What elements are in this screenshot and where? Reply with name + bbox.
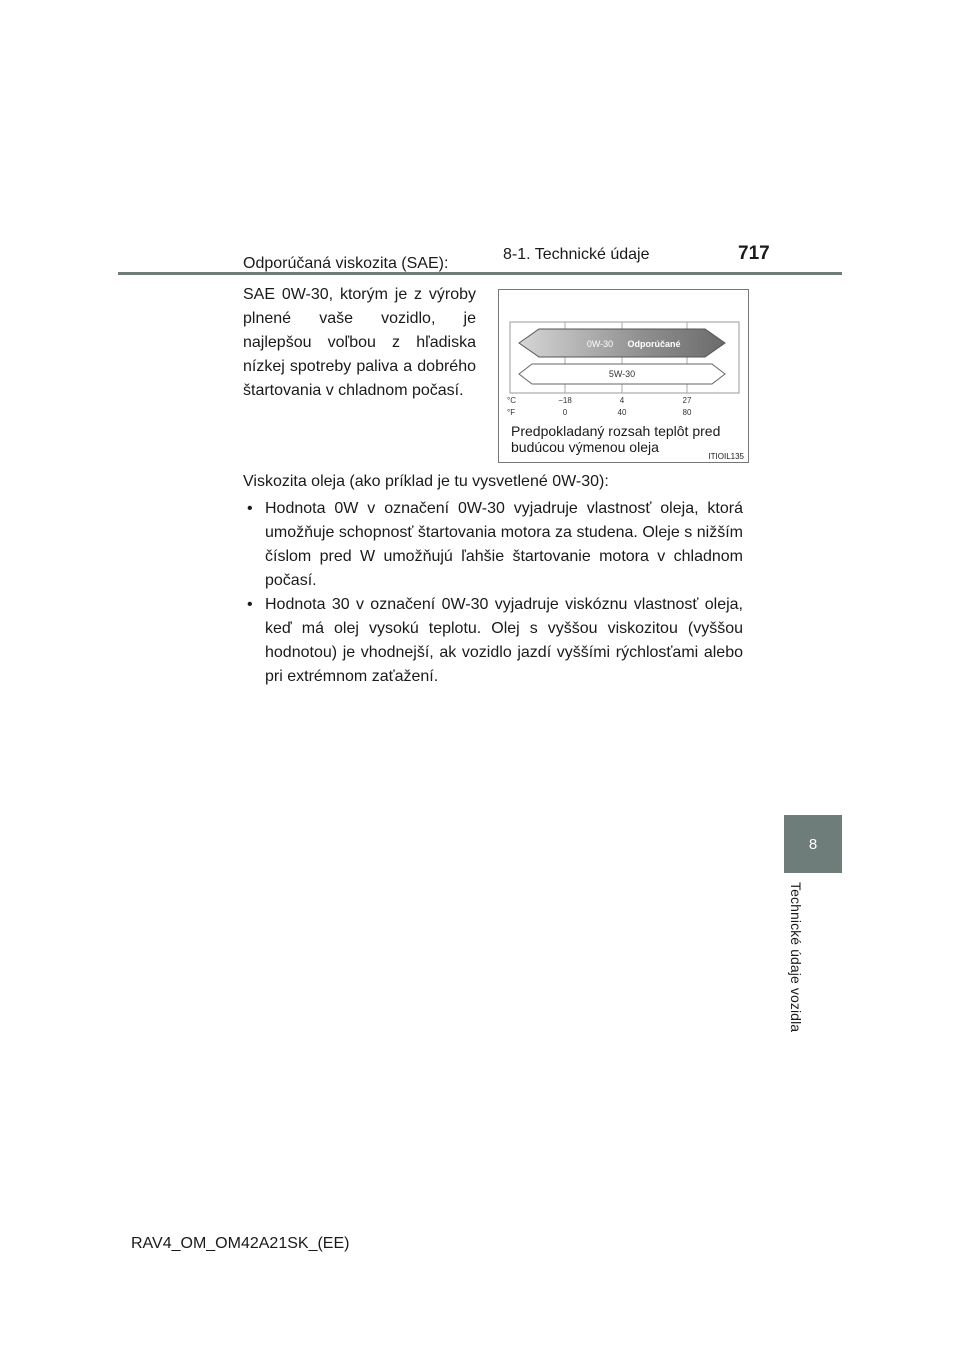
chapter-tab: 8 — [784, 815, 842, 873]
bullet-list — [243, 497, 743, 689]
celsius-tick-1: −18 — [558, 396, 572, 405]
bullet-text: Hodnota 30 v označení 0W-30 vyjadruje viskóznu vlastnosť oleja, keď má olej vysokú teplotu. Olej s vyššou viskozitou (vyššou hodnotou) je vhodnejší, ak vozidlo jazdí vyššími rýchlosťami alebo pri extrémnom zaťažení. — [265, 596, 743, 685]
viscosity-explanation-heading: Viskozita oleja (ako príklad je tu vysvetlené 0W-30): — [243, 473, 609, 490]
celsius-unit: °C — [507, 396, 516, 405]
arrow-0w30-label: 0W-30 — [586, 339, 614, 349]
list-item — [243, 497, 743, 593]
list-item — [243, 593, 743, 689]
fahrenheit-unit: °F — [507, 408, 516, 417]
header-section-title: 8-1. Technické údaje — [503, 246, 650, 263]
celsius-tick-2: 4 — [619, 396, 625, 405]
fahrenheit-tick-3: 80 — [682, 408, 692, 417]
recommended-label: Odporúčané — [627, 339, 681, 349]
chapter-tab-label: Technické údaje vozidla — [788, 882, 804, 1033]
celsius-tick-3: 27 — [682, 396, 692, 405]
bullet-marker: • — [247, 500, 253, 517]
figure-caption: Predpokladaný rozsah teplôt pred budúcou výmenou oleja — [511, 423, 721, 455]
fahrenheit-tick-2: 40 — [617, 408, 627, 417]
arrow-0w30 — [519, 329, 725, 357]
viscosity-figure — [498, 289, 749, 463]
section-label: Odporúčaná viskozita (SAE): — [243, 255, 449, 272]
page-number: 717 — [738, 243, 770, 264]
fahrenheit-tick-1: 0 — [562, 408, 568, 417]
intro-paragraph: SAE 0W-30, ktorým je z výroby plnené vaše vozidlo, je najlepšou voľbou z hľadiska nízkej spotreby paliva a dobrého štartovania v chladnom počasí. — [243, 286, 476, 399]
figure-code: ITIOIL135 — [708, 452, 744, 461]
bullet-marker: • — [247, 596, 253, 613]
bullet-text: Hodnota 0W v označení 0W-30 vyjadruje vlastnosť oleja, ktorá umožňuje schopnosť štartovania motora za studena. Oleje s nižším číslom pred W umožňujú ľahšie štartovanie motora v chladnom počasí. — [265, 500, 743, 589]
footer-document-code: RAV4_OM_OM42A21SK_(EE) — [131, 1235, 350, 1252]
header-divider — [118, 272, 842, 275]
arrow-5w30-label: 5W-30 — [608, 369, 636, 379]
